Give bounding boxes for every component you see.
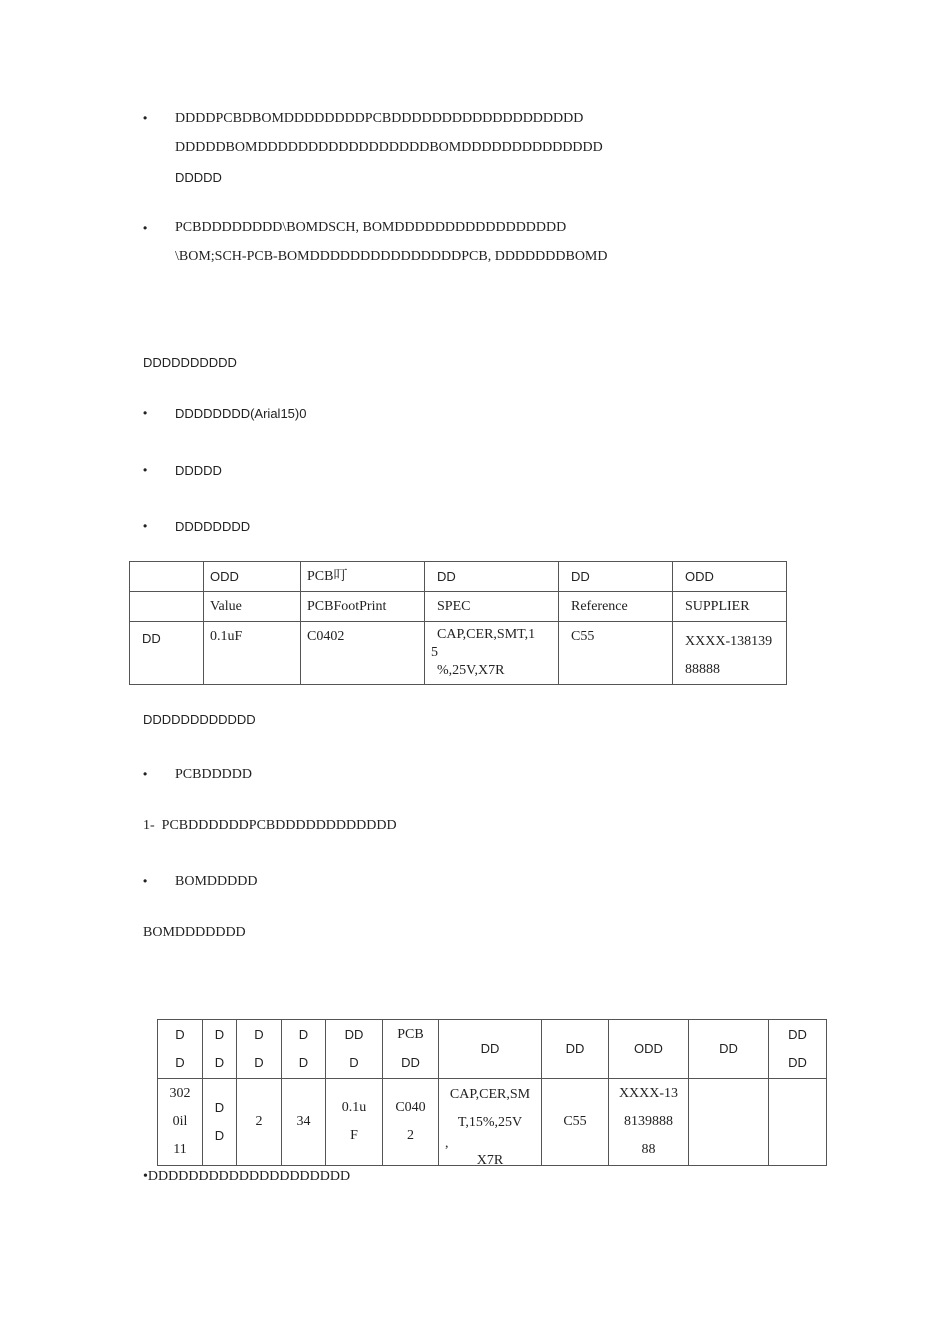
- intro-bullet1-line3: DDDDD: [175, 170, 222, 185]
- bullet-marker: •: [143, 463, 148, 477]
- table1-value-cell: 0.1uF: [204, 622, 301, 685]
- table2-header-cell: DD DD: [769, 1020, 827, 1079]
- table1-footprint-cell: C0402: [301, 622, 425, 685]
- bullet-marker: •: [143, 221, 148, 235]
- table2-header-cell: D D: [203, 1020, 237, 1079]
- table1-supplier-cell: XXXX-138139 88888: [673, 622, 787, 685]
- bullet-marker: •: [143, 767, 148, 781]
- bom-list-table: [157, 1019, 827, 1166]
- table1-subheader-cell: PCBFootPrint: [301, 592, 425, 622]
- section1-item-3: DDDDDDDD: [175, 519, 251, 534]
- table1-row-label: DD: [130, 622, 204, 685]
- section1-item-font: [175, 406, 306, 421]
- section2-heading: DDDDDDDDDDDD: [143, 712, 256, 727]
- bom-field-table: [129, 561, 787, 685]
- footer-note: •DDDDDDDDDDDDDDDDDDDD: [143, 1169, 351, 1184]
- intro-bullet2-line2: \BOM;SCH-PCB-BOMDDDDDDDDDDDDDDDPCB, DDDDDDDBOMD: [175, 249, 608, 264]
- table1-cell: [130, 562, 204, 592]
- table1-header-cell: PCB叮: [301, 562, 425, 592]
- table2-cell: [769, 1079, 827, 1166]
- table2-cell: C040 2: [383, 1079, 439, 1166]
- table2-cell: D D: [203, 1079, 237, 1166]
- table1-header-cell: ODD: [673, 562, 787, 592]
- table2-header-cell: DD: [542, 1020, 609, 1079]
- table1-cell: [130, 592, 204, 622]
- table1-header-cell: ODD: [204, 562, 301, 592]
- table1-subheader-cell: SPEC: [425, 592, 559, 622]
- table1-header-cell: DD: [425, 562, 559, 592]
- section1-heading: DDDDDDDDDD: [143, 355, 237, 370]
- table2-cell: C55: [542, 1079, 609, 1166]
- table2-header-cell: DD: [689, 1020, 769, 1079]
- table1-subheader-cell: Reference: [559, 592, 673, 622]
- section1-item-font-text: DDDDDDDD(Arial15)0: [175, 406, 307, 421]
- table1-subheader-cell: SUPPLIER: [673, 592, 787, 622]
- table2-header-cell: D D: [282, 1020, 326, 1079]
- table2-header-cell: DD D: [326, 1020, 383, 1079]
- table2-spec-cell: CAP,CER,SM T,15%,25V , X7R: [439, 1079, 542, 1166]
- bullet-marker: •: [143, 111, 148, 125]
- section2-numbered-item: 1- PCBDDDDDDPCBDDDDDDDDDDDD: [143, 818, 397, 833]
- table2-cell: 302 0il 11: [158, 1079, 203, 1166]
- table2-cell: 2: [237, 1079, 282, 1166]
- section1-item-2: DDDDD: [175, 463, 222, 478]
- intro-bullet1-line2: DDDDDBOMDDDDDDDDDDDDDDDDDBOMDDDDDDDDDDDDDD: [175, 140, 603, 155]
- table2-cell: 0.1u F: [326, 1079, 383, 1166]
- table2-cell: 34: [282, 1079, 326, 1166]
- intro-bullet1-line1: DDDDPCBDBOMDDDDDDDDPCBDDDDDDDDDDDDDDDDDDD: [175, 111, 584, 126]
- table2-header-cell: PCB DD: [383, 1020, 439, 1079]
- table1-subheader-cell: Value: [204, 592, 301, 622]
- table2-header-cell: ODD: [609, 1020, 689, 1079]
- bullet-marker: •: [143, 406, 148, 420]
- table1-spec-cell: CAP,CER,SMT,1 5 %,25V,X7R: [425, 622, 559, 685]
- table1-header-cell: DD: [559, 562, 673, 592]
- section2-item2: BOMDDDDD: [175, 874, 258, 889]
- table2-cell: [689, 1079, 769, 1166]
- section2-subheading: BOMDDDDDDD: [143, 925, 246, 940]
- table2-cell: XXXX-13 8139888 88: [609, 1079, 689, 1166]
- table2-header-cell: D D: [237, 1020, 282, 1079]
- bullet-marker: •: [143, 874, 148, 888]
- section2-item1: PCBDDDDD: [175, 767, 253, 782]
- table2-header-cell: DD: [439, 1020, 542, 1079]
- intro-bullet2-line1: PCBDDDDDDDD\BOMDSCH, BOMDDDDDDDDDDDDDDDDD: [175, 220, 567, 235]
- table2-header-cell: D D: [158, 1020, 203, 1079]
- table1-reference-cell: C55: [559, 622, 673, 685]
- bullet-marker: •: [143, 519, 148, 533]
